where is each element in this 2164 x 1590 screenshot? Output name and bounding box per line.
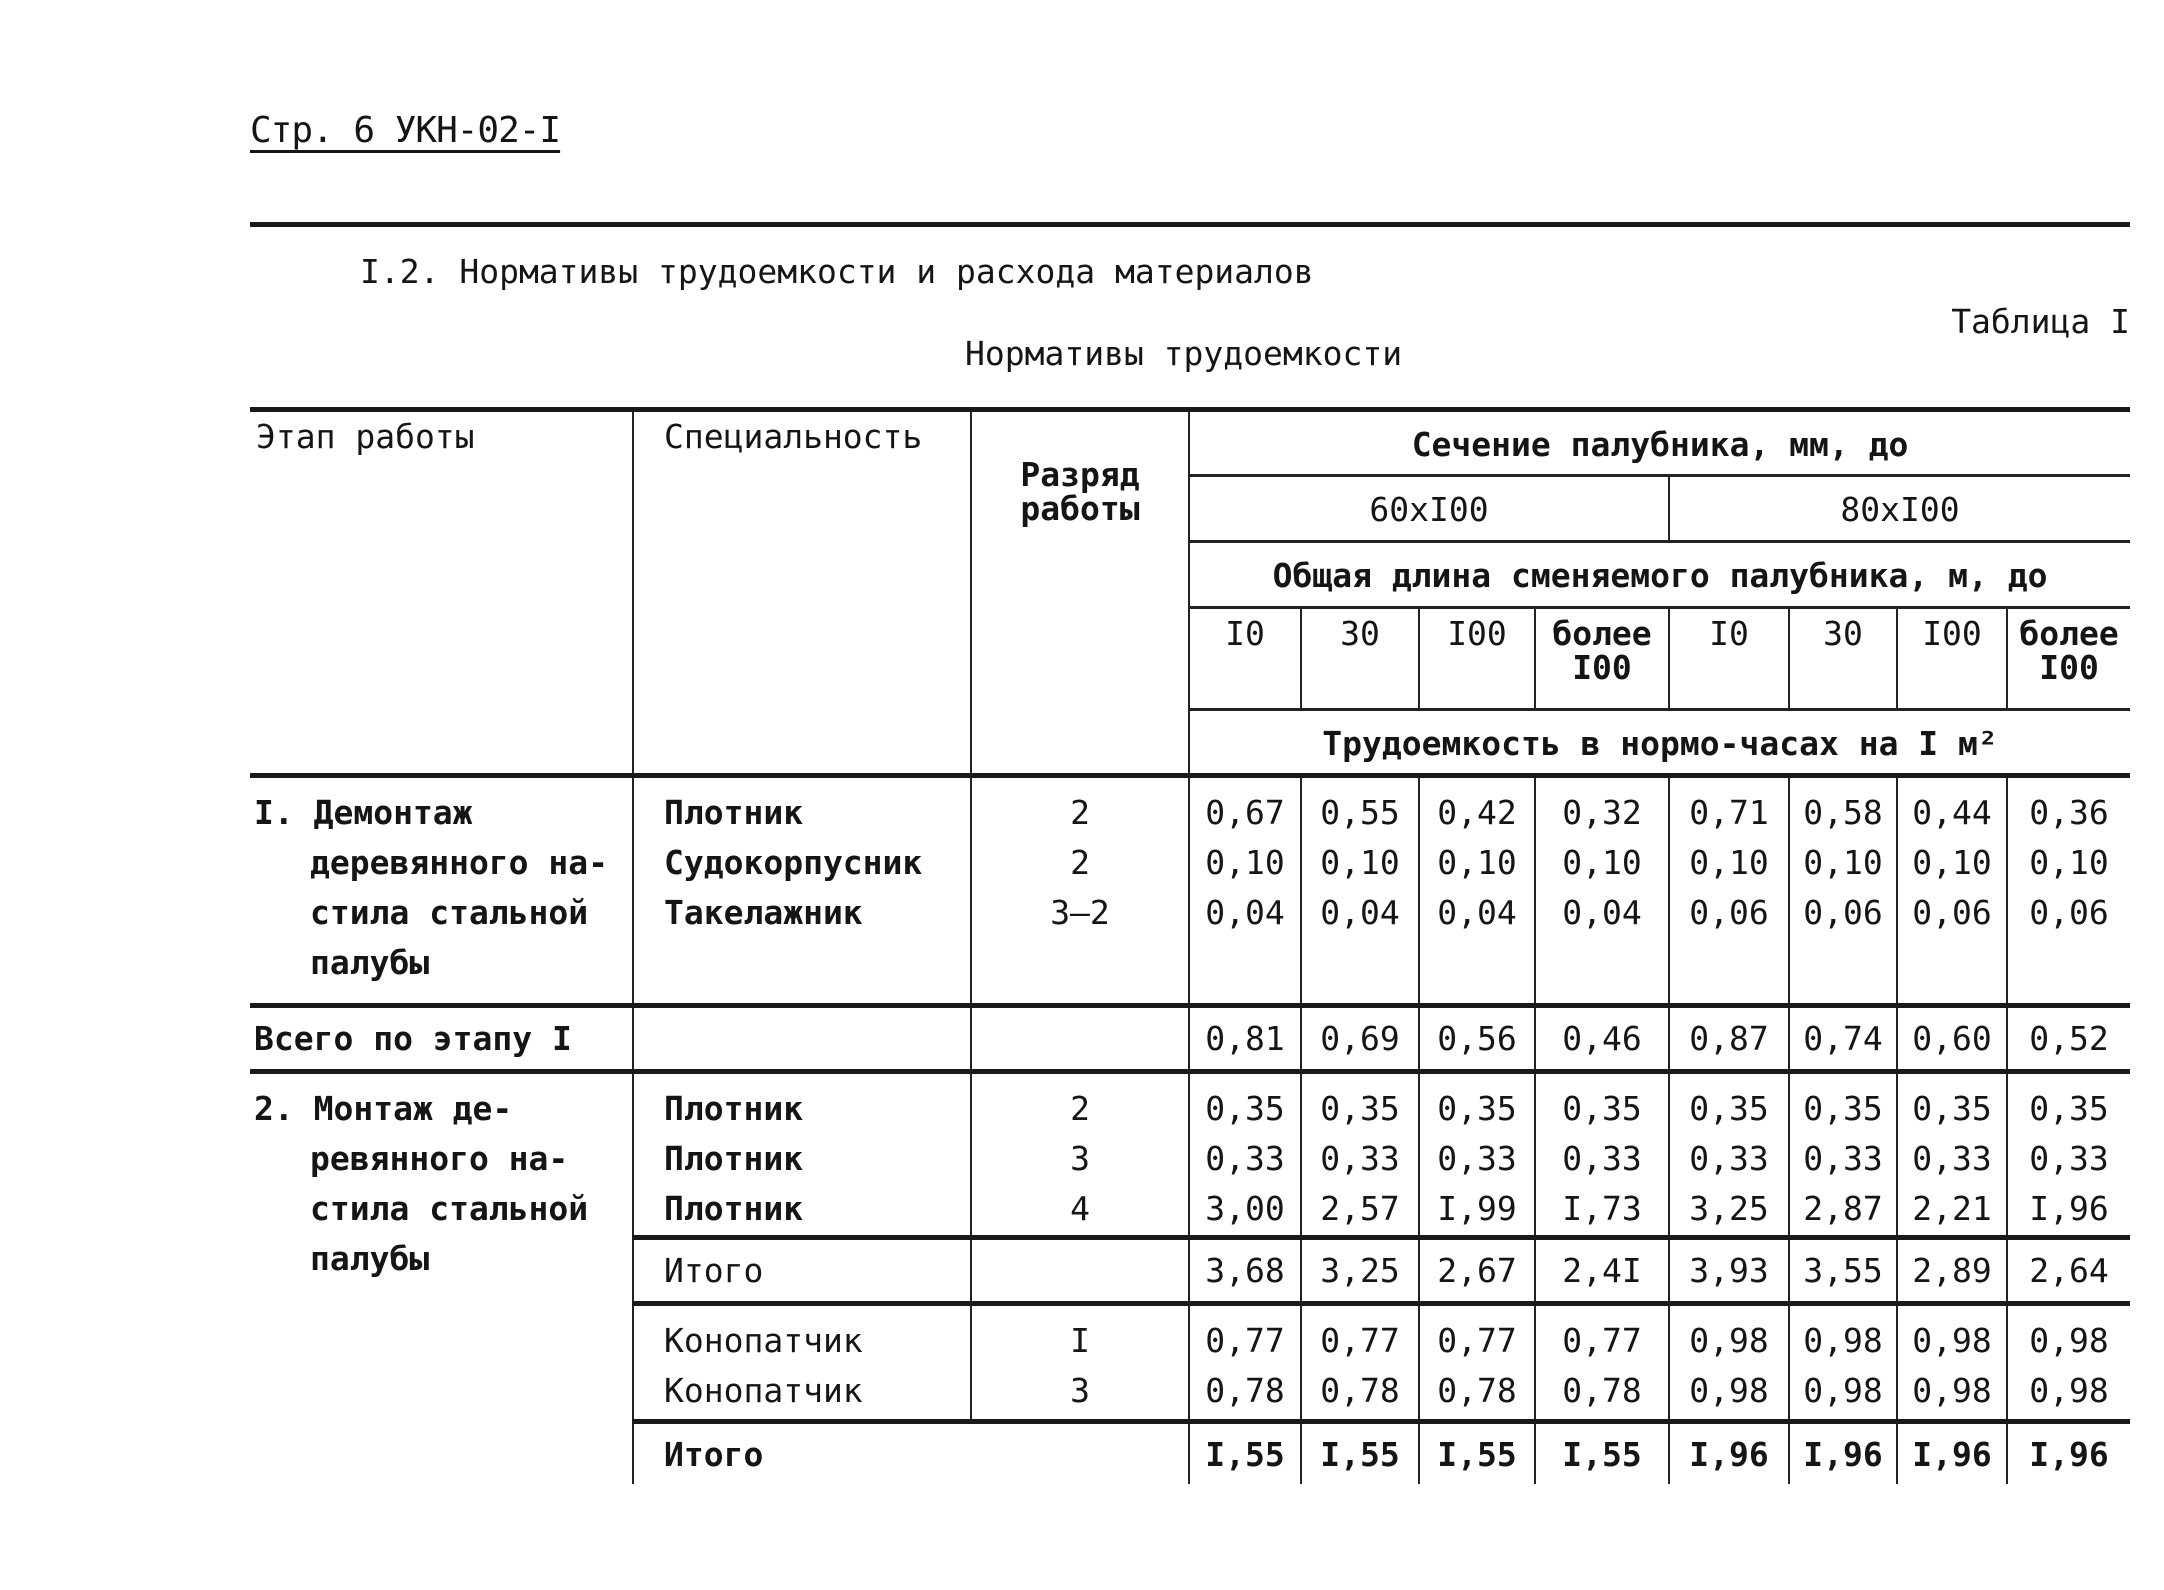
value-cell: 0,98 xyxy=(2029,1321,2109,1360)
stage2-g1-subtotal: 3,93 xyxy=(1669,1238,1789,1304)
value-cell: 0,55 xyxy=(1320,793,1400,832)
stage2-g2-col3 xyxy=(1419,1304,1535,1422)
value-cell: 0,04 xyxy=(1562,893,1642,932)
header-length: Общая длина сменяемого палубника, м, до xyxy=(1189,542,2130,608)
empty-cell xyxy=(971,1422,1189,1484)
header-section-60x100: 60хI00 xyxy=(1189,476,1669,542)
specialty: Плотник xyxy=(664,1089,804,1128)
stage1-title-line1: I. Демонтаж xyxy=(254,793,473,832)
grade: 2 xyxy=(1070,793,1090,832)
stage2-g1-subtotal: 3,68 xyxy=(1189,1238,1301,1304)
stage1-total: 0,74 xyxy=(1789,1006,1897,1072)
value-cell: 0,78 xyxy=(1320,1371,1400,1410)
value-cell: 0,06 xyxy=(1803,893,1883,932)
value-cell: 0,04 xyxy=(1437,893,1517,932)
stage2-g2-subtotal: I,96 xyxy=(1669,1422,1789,1484)
value-cell: 0,77 xyxy=(1437,1321,1517,1360)
stage1-title-line2: деревянного на- xyxy=(310,843,609,882)
stage2-title-line3: стила стальной xyxy=(310,1189,589,1228)
stage1-total: 0,69 xyxy=(1301,1006,1419,1072)
value-cell: 0,10 xyxy=(1562,843,1642,882)
grade: I xyxy=(1070,1321,1090,1360)
stage2-g2-subtotal: I,96 xyxy=(1897,1422,2007,1484)
stage1-values-col4 xyxy=(1535,776,1669,1006)
specialty: Конопатчик xyxy=(664,1371,863,1410)
length-col-5: I0 xyxy=(1669,608,1789,710)
table-label: Таблица I xyxy=(1951,302,2130,341)
stage2-g2-col1 xyxy=(1189,1304,1301,1422)
value-cell: I,99 xyxy=(1437,1189,1517,1228)
stage1-values-col6 xyxy=(1789,776,1897,1006)
stage2-g1-col7 xyxy=(1897,1072,2007,1238)
stage2-g2-subtotal: I,96 xyxy=(2007,1422,2130,1484)
stage2-g1-col4 xyxy=(1535,1072,1669,1238)
grade: 2 xyxy=(1070,1089,1090,1128)
header-stage: Этап работы xyxy=(256,417,475,456)
stage1-total: 0,46 xyxy=(1535,1006,1669,1072)
value-cell: 2,21 xyxy=(1912,1189,1992,1228)
value-cell: 0,33 xyxy=(1689,1139,1769,1178)
stage2-g2-col8 xyxy=(2007,1304,2130,1422)
value-cell: 0,58 xyxy=(1803,793,1883,832)
value-cell: 0,06 xyxy=(1689,893,1769,932)
stage1-total: 0,87 xyxy=(1669,1006,1789,1072)
value-cell: 0,10 xyxy=(2029,843,2109,882)
length-col-6: 30 xyxy=(1789,608,1897,710)
value-cell: I,73 xyxy=(1562,1189,1642,1228)
value-cell: 0,98 xyxy=(1912,1371,1992,1410)
value-cell: 0,35 xyxy=(1562,1089,1642,1128)
stage2-g2-col6 xyxy=(1789,1304,1897,1422)
specialty: Такелажник xyxy=(664,893,863,932)
specialty: Плотник xyxy=(664,793,804,832)
grade: 3 xyxy=(1070,1371,1090,1410)
value-cell: 0,35 xyxy=(1803,1089,1883,1128)
stage1-total: 0,60 xyxy=(1897,1006,2007,1072)
value-cell: 0,10 xyxy=(1437,843,1517,882)
value-cell: 0,77 xyxy=(1320,1321,1400,1360)
value-cell: 0,35 xyxy=(1689,1089,1769,1128)
stage1-values-col3 xyxy=(1419,776,1535,1006)
length-col-7: I00 xyxy=(1897,608,2007,710)
value-cell: 0,35 xyxy=(1437,1089,1517,1128)
value-cell: 0,10 xyxy=(1689,843,1769,882)
stage2-g2-col5 xyxy=(1669,1304,1789,1422)
length-col-2: 30 xyxy=(1301,608,1419,710)
stage2-g1-col1 xyxy=(1189,1072,1301,1238)
stage1-total: 0,56 xyxy=(1419,1006,1535,1072)
value-cell: 0,33 xyxy=(1320,1139,1400,1178)
value-cell: 0,98 xyxy=(1689,1371,1769,1410)
value-cell: 0,42 xyxy=(1437,793,1517,832)
value-cell: 0,78 xyxy=(1437,1371,1517,1410)
value-cell: 0,36 xyxy=(2029,793,2109,832)
stage2-group1-grades xyxy=(971,1072,1189,1238)
grade: 4 xyxy=(1070,1189,1090,1228)
stage2-group2-specialties xyxy=(633,1304,971,1422)
header-section-80x100: 80хI00 xyxy=(1669,476,2130,542)
specialty: Судокорпусник xyxy=(664,843,923,882)
norms-table xyxy=(250,407,2130,1484)
stage2-g1-col8 xyxy=(2007,1072,2130,1238)
stage1-title xyxy=(250,776,633,1006)
stage2-g1-col5 xyxy=(1669,1072,1789,1238)
value-cell: 0,78 xyxy=(1562,1371,1642,1410)
grade: 3 xyxy=(1070,1139,1090,1178)
value-cell: 0,35 xyxy=(1320,1089,1400,1128)
value-cell: 0,33 xyxy=(1205,1139,1285,1178)
section-title: I.2. Нормативы трудоемкости и расхода материалов xyxy=(360,252,1314,291)
value-cell: 0,71 xyxy=(1689,793,1769,832)
value-cell: 0,06 xyxy=(2029,893,2109,932)
value-cell: 0,35 xyxy=(2029,1089,2109,1128)
value-cell: 0,32 xyxy=(1562,793,1642,832)
stage2-g2-col2 xyxy=(1301,1304,1419,1422)
value-cell: 0,98 xyxy=(1912,1321,1992,1360)
stage2-title xyxy=(250,1072,633,1484)
stage2-title-line2: ревянного на- xyxy=(310,1139,569,1178)
stage2-g1-col2 xyxy=(1301,1072,1419,1238)
value-cell: 0,98 xyxy=(1803,1371,1883,1410)
stage1-specialties xyxy=(633,776,971,1006)
stage2-g2-subtotal: I,96 xyxy=(1789,1422,1897,1484)
stage2-g2-col7 xyxy=(1897,1304,2007,1422)
grade: 3–2 xyxy=(1050,893,1110,932)
stage1-values-col1 xyxy=(1189,776,1301,1006)
value-cell: 0,04 xyxy=(1205,893,1285,932)
value-cell: 0,10 xyxy=(1205,843,1285,882)
value-cell: 0,10 xyxy=(1912,843,1992,882)
header-section: Сечение палубника, мм, до xyxy=(1189,410,2130,476)
value-cell: 0,98 xyxy=(2029,1371,2109,1410)
header-grade: Разряд работы xyxy=(971,410,1189,776)
table-caption: Нормативы трудоемкости xyxy=(965,334,1403,373)
page-reference: Стр. 6 УКН-02-I xyxy=(250,110,561,151)
top-rule xyxy=(250,222,2130,227)
stage1-title-line4: палубы xyxy=(310,943,430,982)
value-cell: 0,44 xyxy=(1912,793,1992,832)
empty-cell xyxy=(633,1006,971,1072)
value-cell: I,96 xyxy=(2029,1189,2109,1228)
stage2-g2-subtotal: I,55 xyxy=(1419,1422,1535,1484)
value-cell: 2,87 xyxy=(1803,1189,1883,1228)
length-col-3: I00 xyxy=(1419,608,1535,710)
value-cell: 0,10 xyxy=(1320,843,1400,882)
stage2-g2-subtotal-label: Итого xyxy=(633,1422,971,1484)
value-cell: 0,33 xyxy=(1437,1139,1517,1178)
stage2-title-line1: 2. Монтаж де- xyxy=(254,1089,513,1128)
stage2-g2-col4 xyxy=(1535,1304,1669,1422)
stage2-g2-subtotal: I,55 xyxy=(1301,1422,1419,1484)
stage2-g1-subtotal-label: Итого xyxy=(633,1238,971,1304)
stage2-g1-subtotal: 3,55 xyxy=(1789,1238,1897,1304)
empty-cell xyxy=(971,1006,1189,1072)
stage2-g1-subtotal: 2,67 xyxy=(1419,1238,1535,1304)
specialty: Конопатчик xyxy=(664,1321,863,1360)
value-cell: 0,33 xyxy=(1912,1139,1992,1178)
value-cell: 0,35 xyxy=(1912,1089,1992,1128)
length-col-8: более I00 xyxy=(2007,608,2130,710)
value-cell: 0,33 xyxy=(1803,1139,1883,1178)
value-cell: 3,25 xyxy=(1689,1189,1769,1228)
length-col-4: более I00 xyxy=(1535,608,1669,710)
stage1-values-col8 xyxy=(2007,776,2130,1006)
stage2-g1-subtotal: 2,64 xyxy=(2007,1238,2130,1304)
specialty: Плотник xyxy=(664,1139,804,1178)
stage2-g1-col6 xyxy=(1789,1072,1897,1238)
value-cell: 0,98 xyxy=(1803,1321,1883,1360)
empty-cell xyxy=(971,1238,1189,1304)
stage2-group1-specialties xyxy=(633,1072,971,1238)
stage1-title-line3: стила стальной xyxy=(310,893,589,932)
stage1-total: 0,52 xyxy=(2007,1006,2130,1072)
stage1-grades xyxy=(971,776,1189,1006)
stage2-g1-subtotal: 3,25 xyxy=(1301,1238,1419,1304)
stage2-g1-subtotal: 2,89 xyxy=(1897,1238,2007,1304)
length-col-1: I0 xyxy=(1189,608,1301,710)
value-cell: 0,06 xyxy=(1912,893,1992,932)
stage2-g2-subtotal: I,55 xyxy=(1535,1422,1669,1484)
header-unit: Трудоемкость в нормо-часах на I м² xyxy=(1189,710,2130,776)
value-cell: 3,00 xyxy=(1205,1189,1285,1228)
stage2-g2-subtotal: I,55 xyxy=(1189,1422,1301,1484)
stage2-group2-grades xyxy=(971,1304,1189,1422)
value-cell: 0,78 xyxy=(1205,1371,1285,1410)
value-cell: 0,77 xyxy=(1562,1321,1642,1360)
grade: 2 xyxy=(1070,843,1090,882)
value-cell: 0,98 xyxy=(1689,1321,1769,1360)
value-cell: 0,04 xyxy=(1320,893,1400,932)
value-cell: 0,10 xyxy=(1803,843,1883,882)
stage1-values-col5 xyxy=(1669,776,1789,1006)
value-cell: 0,35 xyxy=(1205,1089,1285,1128)
value-cell: 0,67 xyxy=(1205,793,1285,832)
header-specialty: Специальность xyxy=(633,410,971,776)
value-cell: 0,33 xyxy=(2029,1139,2109,1178)
stage2-title-line4: палубы xyxy=(310,1239,430,1278)
stage2-g1-subtotal: 2,4I xyxy=(1535,1238,1669,1304)
value-cell: 0,77 xyxy=(1205,1321,1285,1360)
stage2-g1-col3 xyxy=(1419,1072,1535,1238)
specialty: Плотник xyxy=(664,1189,804,1228)
stage1-values-col2 xyxy=(1301,776,1419,1006)
value-cell: 2,57 xyxy=(1320,1189,1400,1228)
stage1-values-col7 xyxy=(1897,776,2007,1006)
stage1-total-label: Всего по этапу I xyxy=(254,1019,572,1058)
stage1-total: 0,81 xyxy=(1189,1006,1301,1072)
value-cell: 0,33 xyxy=(1562,1139,1642,1178)
